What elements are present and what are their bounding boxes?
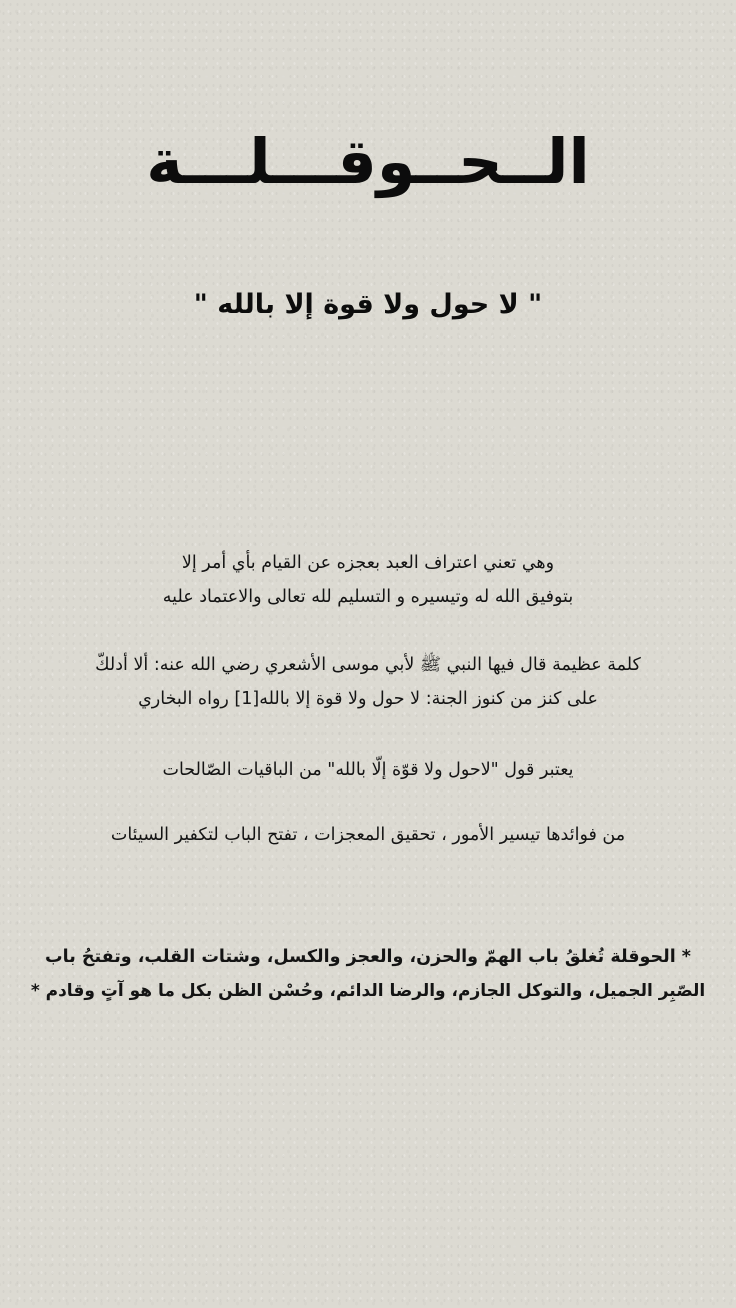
paragraph-line: بتوفيق الله له وتيسيره و التسليم لله تعالى والاعتماد عليه [162,587,574,607]
paragraph-hadith [30,648,706,716]
page-title: الــحــوقـــلـــة [146,125,590,198]
paragraph-line: وهي تعني اعتراف العبد بعجزه عن القيام بأي أمر إلا [181,553,555,573]
paragraph-line: من فوائدها تيسير الأمور ، تحقيق المعجزات ، تفتح الباب لتكفير السيئات [110,825,626,845]
paragraph-line: يعتبر قول "لاحول ولا قوّة إلّا بالله" من الباقيات الصّالحات [162,760,574,780]
subtitle-quote: " لا حول ولا قوة إلا بالله " [193,289,543,320]
paragraph-closing [30,940,706,1008]
paragraph-benefits [30,818,706,852]
paragraph-baqiyat [30,753,706,787]
paragraph-meaning [30,546,706,614]
paragraph-line: كلمة عظيمة قال فيها النبي ﷺ لأبي موسى الأشعري رضي الله عنه: ألا أدلكّ [95,655,641,675]
paragraph-line: الصّبِر الجميل، والتوكل الجازم، والرضا الدائم، وحُسْن الظن بكل ما هو آتٍ وقادم * [30,981,706,1001]
paragraph-line: على كنز من كنوز الجنة: لا حول ولا قوة إلا بالله[1] رواه البخاري [138,689,598,709]
paragraph-line: * الحوقلة تُغلقُ باب الهمّ والحزن، والعجز والكسل، وشتات القلب، وتفتحُ باب [45,947,691,967]
